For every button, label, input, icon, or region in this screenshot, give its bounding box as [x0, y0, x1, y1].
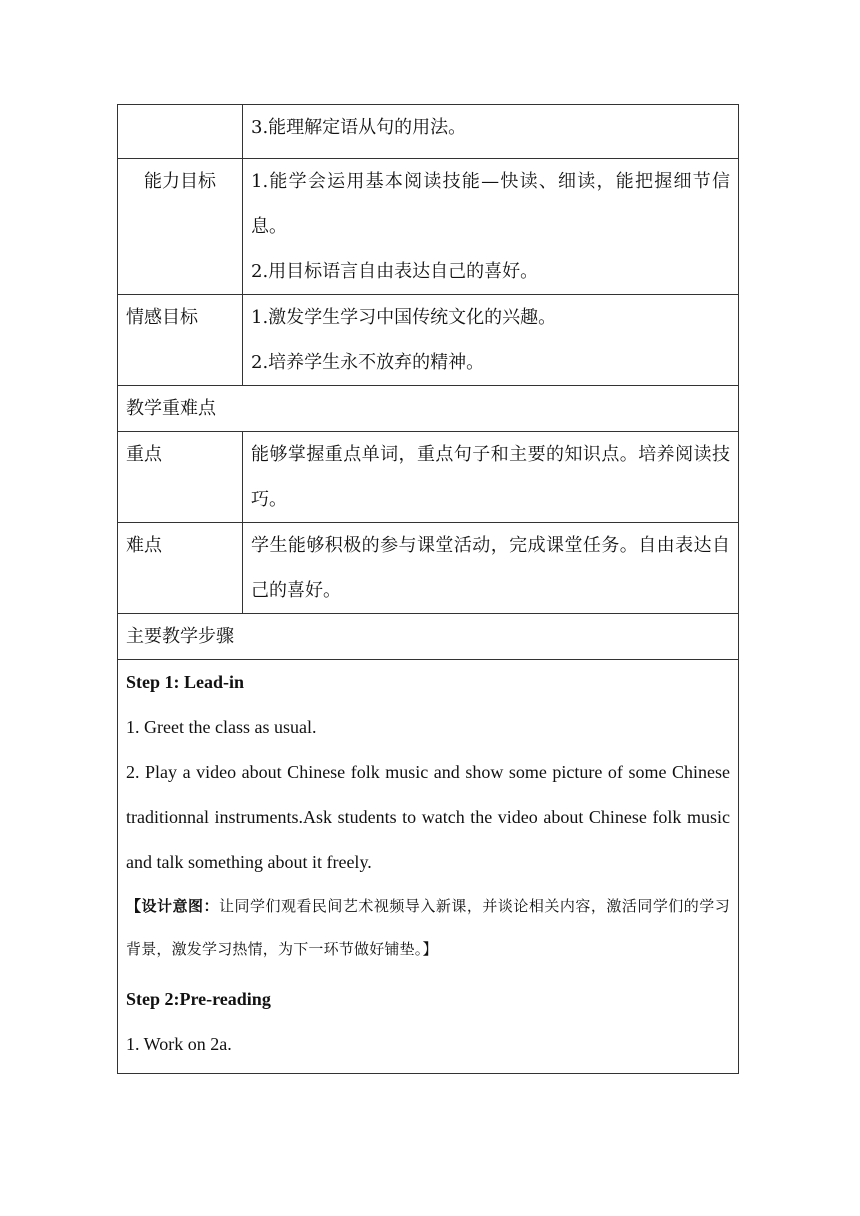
row-label-key: 重点	[118, 432, 243, 523]
section-key-difficult: 教学重难点	[118, 386, 739, 432]
emotion-item-2: 2.培养学生永不放弃的精神。	[251, 352, 485, 373]
section-steps: 主要教学步骤	[118, 614, 739, 660]
row-content	[243, 105, 739, 159]
step2-item-1: 1. Work on 2a.	[126, 1034, 232, 1054]
row-label-difficult: 难点	[118, 523, 243, 614]
design-intent-tag: 【设计意图：	[126, 897, 219, 915]
row-content	[243, 159, 739, 295]
table-row	[118, 614, 739, 660]
row-label-ability: 能力目标	[118, 159, 243, 295]
design-intent	[126, 885, 730, 971]
ability-item-1: 1.能学会运用基本阅读技能—快读、细读，能把握细节信息。	[251, 171, 730, 237]
step1-item-2: 2. Play a video about Chinese folk music and show some picture of some Chinese traditionnal instruments.Ask students to watch the video about Chinese folk music and talk something about it freely.	[126, 762, 730, 872]
table-row	[118, 159, 739, 295]
steps-content	[118, 660, 739, 1074]
row-content	[243, 523, 739, 614]
row-content	[243, 295, 739, 386]
emotion-item-1: 1.激发学生学习中国传统文化的兴趣。	[251, 307, 557, 328]
row-label-emotion: 情感目标	[118, 295, 243, 386]
table-row	[118, 432, 739, 523]
row-label-empty	[118, 105, 243, 159]
step2-title: Step 2:Pre-reading	[126, 989, 271, 1009]
ability-item-2: 2.用目标语言自由表达自己的喜好。	[251, 261, 539, 282]
key-text: 能够掌握重点单词，重点句子和主要的知识点。培养阅读技巧。	[251, 444, 730, 510]
table-row	[118, 105, 739, 159]
step1-title: Step 1: Lead-in	[126, 672, 245, 692]
difficult-text: 学生能够积极的参与课堂活动，完成课堂任务。自由表达自己的喜好。	[251, 535, 730, 601]
row-content	[243, 432, 739, 523]
lesson-plan-table	[117, 104, 739, 1074]
design-intent-text: 让同学们观看民间艺术视频导入新课，并谈论相关内容，激活同学们的学习背景，激发学习热情，为下一环节做好铺垫。】	[126, 897, 730, 958]
knowledge-item-3: 3.能理解定语从句的用法。	[251, 117, 467, 138]
table-row	[118, 295, 739, 386]
table-row	[118, 523, 739, 614]
table-row	[118, 660, 739, 1074]
step1-item-1: 1. Greet the class as usual.	[126, 717, 317, 737]
table-row	[118, 386, 739, 432]
